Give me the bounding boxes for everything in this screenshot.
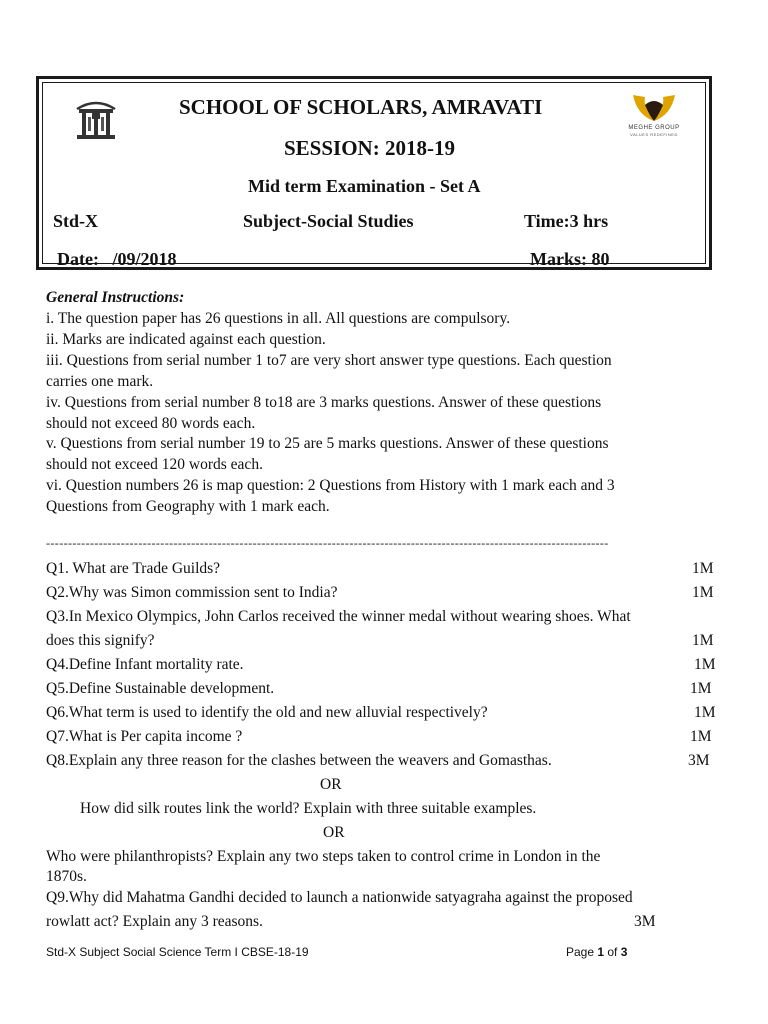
question-line: 1870s. — [46, 868, 87, 885]
footer-left-text: Std-X Subject Social Science Term I CBSE-18-19 — [46, 945, 309, 959]
or-separator: OR — [320, 776, 342, 793]
session-title: SESSION: 2018-19 — [284, 136, 455, 160]
page-current: 1 — [597, 945, 605, 959]
question-marks: 3M — [634, 913, 656, 930]
time-label: Time:3 hrs — [524, 211, 609, 231]
question-line: Q9.Why did Mahatma Gandhi decided to launch a nationwide satyagraha against the proposed — [46, 889, 633, 906]
question-line: Who were philanthropists? Explain any two steps taken to control crime in London in the — [46, 848, 601, 865]
question-line: Q7.What is Per capita income ? — [46, 728, 243, 745]
question-line: Q2.Why was Simon commission sent to India? — [46, 584, 338, 601]
meghe-logo-icon — [623, 91, 685, 125]
header-inner-border — [42, 82, 706, 269]
instruction-line: iv. Questions from serial number 8 to18 are 3 marks questions. Answer of these questions — [46, 394, 602, 411]
question-line: Q1. What are Trade Guilds? — [46, 560, 221, 577]
school-crest-icon — [71, 95, 121, 143]
standard-label: Std-X — [53, 211, 99, 231]
instruction-line: carries one mark. — [46, 373, 154, 390]
instruction-line: should not exceed 120 words each. — [46, 456, 263, 473]
total-marks-label: Marks: 80 — [530, 249, 610, 269]
subject-label: Subject-Social Studies — [243, 211, 414, 231]
question-line: rowlatt act? Explain any 3 reasons. — [46, 913, 263, 930]
instruction-line: iii. Questions from serial number 1 to7 are very short answer type questions. Each question — [46, 352, 612, 369]
school-name: SCHOOL OF SCHOLARS, AMRAVATI — [179, 95, 543, 119]
question-line: Q5.Define Sustainable development. — [46, 680, 275, 697]
question-line: does this signify? — [46, 632, 155, 649]
instruction-line: ii. Marks are indicated against each question. — [46, 331, 326, 348]
logo-tagline-text: VALUES REDEFINED — [630, 132, 678, 137]
instruction-line: should not exceed 80 words each. — [46, 415, 256, 432]
question-line: Q4.Define Infant mortality rate. — [46, 656, 244, 673]
question-marks: 1M — [692, 632, 714, 649]
question-line: Q8.Explain any three reason for the clashes between the weavers and Gomasthas. — [46, 752, 552, 769]
page-of: of — [604, 945, 621, 959]
instructions-heading: General Instructions: — [46, 289, 185, 306]
question-marks: 1M — [692, 560, 714, 577]
or-separator: OR — [323, 824, 345, 841]
instruction-line: Questions from Geography with 1 mark each. — [46, 498, 330, 515]
question-line: Q6.What term is used to identify the old and new alluvial respectively? — [46, 704, 488, 721]
instruction-line: vi. Question numbers 26 is map question: 2 Questions from History with 1 mark each and 3 — [46, 477, 615, 494]
header-box — [36, 76, 712, 270]
question-marks: 1M — [692, 584, 714, 601]
page-total: 3 — [620, 945, 628, 959]
question-line: Q3.In Mexico Olympics, John Carlos received the winner medal without wearing shoes. What — [46, 608, 631, 625]
date-label: Date: /09/2018 — [57, 249, 177, 269]
instruction-line: i. The question paper has 26 questions in all. All questions are compulsory. — [46, 310, 511, 327]
question-marks: 3M — [688, 752, 710, 769]
question-marks: 1M — [694, 656, 716, 673]
meghe-group-logo — [623, 91, 685, 141]
question-line: How did silk routes link the world? Explain with three suitable examples. — [80, 800, 537, 817]
logo-brand-text: MEGHE GROUP — [628, 125, 680, 131]
question-marks: 1M — [690, 728, 712, 745]
exam-title: Mid term Examination - Set A — [248, 176, 481, 196]
instruction-line: v. Questions from serial number 19 to 25 are 5 marks questions. Answer of these questions — [46, 435, 609, 452]
dashed-separator: -------------------------------------------------------------------------------------------------------------------------------- — [46, 536, 609, 550]
question-marks: 1M — [690, 680, 712, 697]
page-number — [566, 945, 627, 959]
page-prefix: Page — [566, 945, 598, 959]
question-marks: 1M — [694, 704, 716, 721]
